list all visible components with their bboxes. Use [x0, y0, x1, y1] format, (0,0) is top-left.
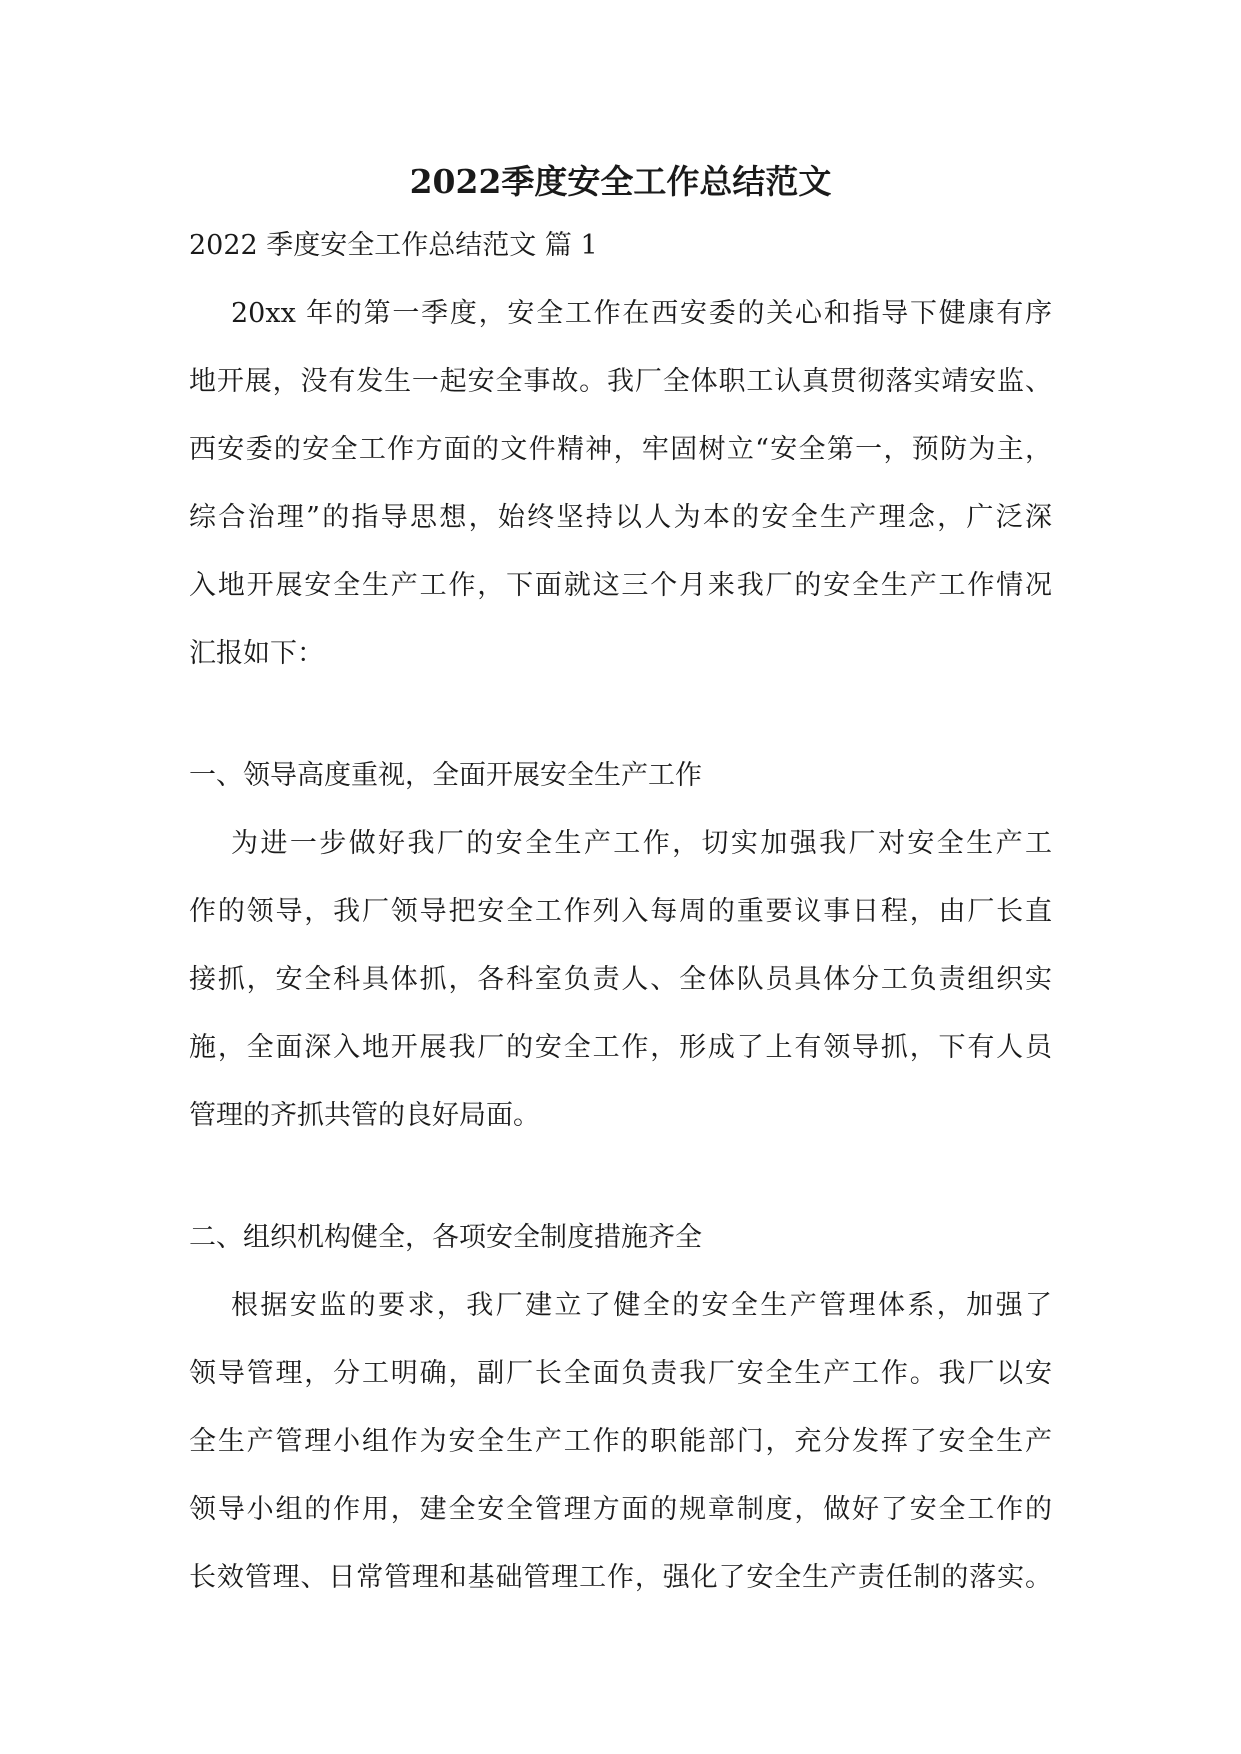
paragraph3-line: 根据安监的要求，我厂建立了健全的安全生产管理体系，加强了	[231, 1290, 1052, 1321]
paragraph1-line: 汇报如下：	[189, 638, 324, 669]
paragraph2-line: 作的领导，我厂领导把安全工作列入每周的重要议事日程，由厂长直	[189, 896, 1052, 927]
paragraph3-line: 领导管理，分工明确，副厂长全面负责我厂安全生产工作。我厂以安	[189, 1358, 1052, 1389]
paragraph2-line: 接抓，安全科具体抓，各科室负责人、全体队员具体分工负责组织实	[189, 964, 1052, 995]
document-subtitle: 2022 季度安全工作总结范文 篇 1	[189, 230, 598, 261]
paragraph1-line: 入地开展安全生产工作，下面就这三个月来我厂的安全生产工作情况	[189, 570, 1052, 601]
section1-heading: 一、领导高度重视，全面开展安全生产工作	[189, 760, 702, 791]
paragraph2-line: 为进一步做好我厂的安全生产工作，切实加强我厂对安全生产工	[231, 828, 1052, 859]
section2-heading: 二、组织机构健全，各项安全制度措施齐全	[189, 1222, 702, 1253]
paragraph3-line: 长效管理、日常管理和基础管理工作，强化了安全生产责任制的落实。	[189, 1562, 1052, 1593]
paragraph2-line: 施，全面深入地开展我厂的安全工作，形成了上有领导抓，下有人员	[189, 1032, 1052, 1063]
paragraph3-line: 全生产管理小组作为安全生产工作的职能部门，充分发挥了安全生产	[189, 1426, 1052, 1457]
document-title: 2022季度安全工作总结范文	[409, 162, 832, 201]
paragraph1-line: 西安委的安全工作方面的文件精神，牢固树立“安全第一，预防为主，	[189, 434, 1052, 465]
paragraph3-line: 领导小组的作用，建全安全管理方面的规章制度，做好了安全工作的	[189, 1494, 1052, 1525]
paragraph2-line: 管理的齐抓共管的良好局面。	[189, 1100, 540, 1131]
paragraph1-line: 20xx 年的第一季度，安全工作在西安委的关心和指导下健康有序	[231, 298, 1052, 329]
paragraph1-line: 地开展，没有发生一起安全事故。我厂全体职工认真贯彻落实靖安监、	[189, 366, 1052, 397]
paragraph1-line: 综合治理”的指导思想，始终坚持以人为本的安全生产理念，广泛深	[189, 502, 1052, 533]
